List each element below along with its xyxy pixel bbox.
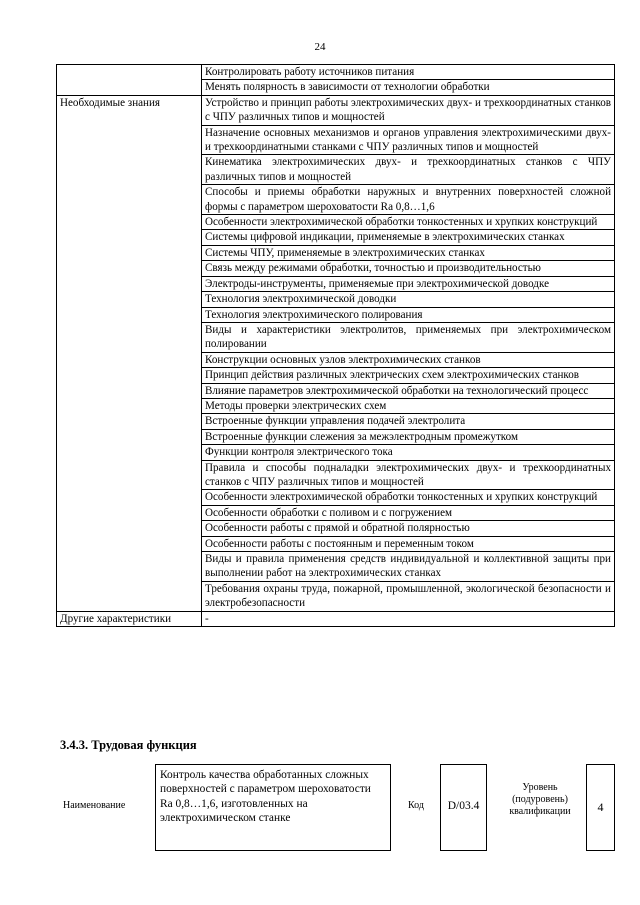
code-label: Код (408, 800, 424, 811)
table-row (57, 65, 615, 80)
table-cell: Принцип действия различных электрических схем электрохимических станков (202, 368, 615, 383)
table-cell: Устройство и принцип работы электрохимических двух- и трехкоординатных станков с ЧПУ различных типов и мощностей (202, 95, 615, 125)
table-cell: Технология электрохимической доводки (202, 292, 615, 307)
table-cell: Особенности обработки с поливом и с погружением (202, 505, 615, 520)
table-cell: Особенности электрохимической обработки тонкостенных и хрупких конструкций (202, 490, 615, 505)
page-number: 24 (314, 41, 326, 53)
table-cell: Способы и приемы обработки наружных и внутренних поверхностей сложной формы с параметром шероховатости Ra 0,8…1,6 (202, 185, 615, 215)
section-title: 3.4.3. Трудовая функция (60, 738, 197, 752)
row-label (57, 65, 202, 96)
table-cell: Системы цифровой индикации, применяемые в электрохимических станках (202, 230, 615, 245)
table-cell: Назначение основных механизмов и органов управления электрохимическими двух- и трехкоординатными станками с ЧПУ различных типов и мощностей (202, 125, 615, 155)
table-cell: Системы ЧПУ, применяемые в электрохимических станках (202, 245, 615, 260)
level-value-box: 4 (586, 764, 615, 851)
table-cell: Методы проверки электрических схем (202, 398, 615, 413)
table-cell: Встроенные функции слежения за межэлектродным промежутком (202, 429, 615, 444)
knowledge-table (56, 64, 615, 627)
table-cell: Влияние параметров электрохимической обработки на технологический процесс (202, 383, 615, 398)
table-cell: Особенности работы с прямой и обратной полярностью (202, 521, 615, 536)
table-cell: Кинематика электрохимических двух- и трехкоординатных станков с ЧПУ различных типов и мощностей (202, 155, 615, 185)
table-cell: Требования охраны труда, пожарной, промышленной, экологической безопасности и электробезопасности (202, 581, 615, 611)
table-cell: Особенности электрохимической обработки тонкостенных и хрупких конструкций (202, 215, 615, 230)
table-row (57, 95, 615, 125)
name-label: Наименование (63, 800, 126, 811)
table-cell: - (202, 611, 615, 626)
table-cell: Функции контроля электрического тока (202, 445, 615, 460)
function-code-box: D/03.4 (440, 764, 487, 851)
knowledge-table-body (57, 65, 615, 627)
row-label: Необходимые знания (57, 95, 202, 611)
table-cell: Виды и характеристики электролитов, применяемых при электрохимическом полировании (202, 322, 615, 352)
table-cell: Менять полярность в зависимости от технологии обработки (202, 80, 615, 95)
level-label: Уровень (подуровень) квалификации (509, 782, 571, 817)
table-cell: Встроенные функции управления подачей электролита (202, 414, 615, 429)
table-cell: Контролировать работу источников питания (202, 65, 615, 80)
table-row (57, 611, 615, 626)
table-cell: Правила и способы подналадки электрохимических двух- и трехкоординатных станков с ЧПУ различных типов и мощностей (202, 460, 615, 490)
table-cell: Особенности работы с постоянным и переменным током (202, 536, 615, 551)
row-label: Другие характеристики (57, 611, 202, 626)
table-cell: Конструкции основных узлов электрохимических станков (202, 352, 615, 367)
table-cell: Электроды-инструменты, применяемые при электрохимической доводке (202, 276, 615, 291)
table-cell: Виды и правила применения средств индивидуальной и коллективной защиты при выполнении работ на электрохимических станках (202, 552, 615, 582)
function-name-box: Контроль качества обработанных сложных поверхностей с параметром шероховатости Ra 0,8…1,6, изготовленных на электрохимическом станке (155, 764, 391, 851)
table-cell: Связь между режимами обработки, точностью и производительностью (202, 261, 615, 276)
table-cell: Технология электрохимического полирования (202, 307, 615, 322)
